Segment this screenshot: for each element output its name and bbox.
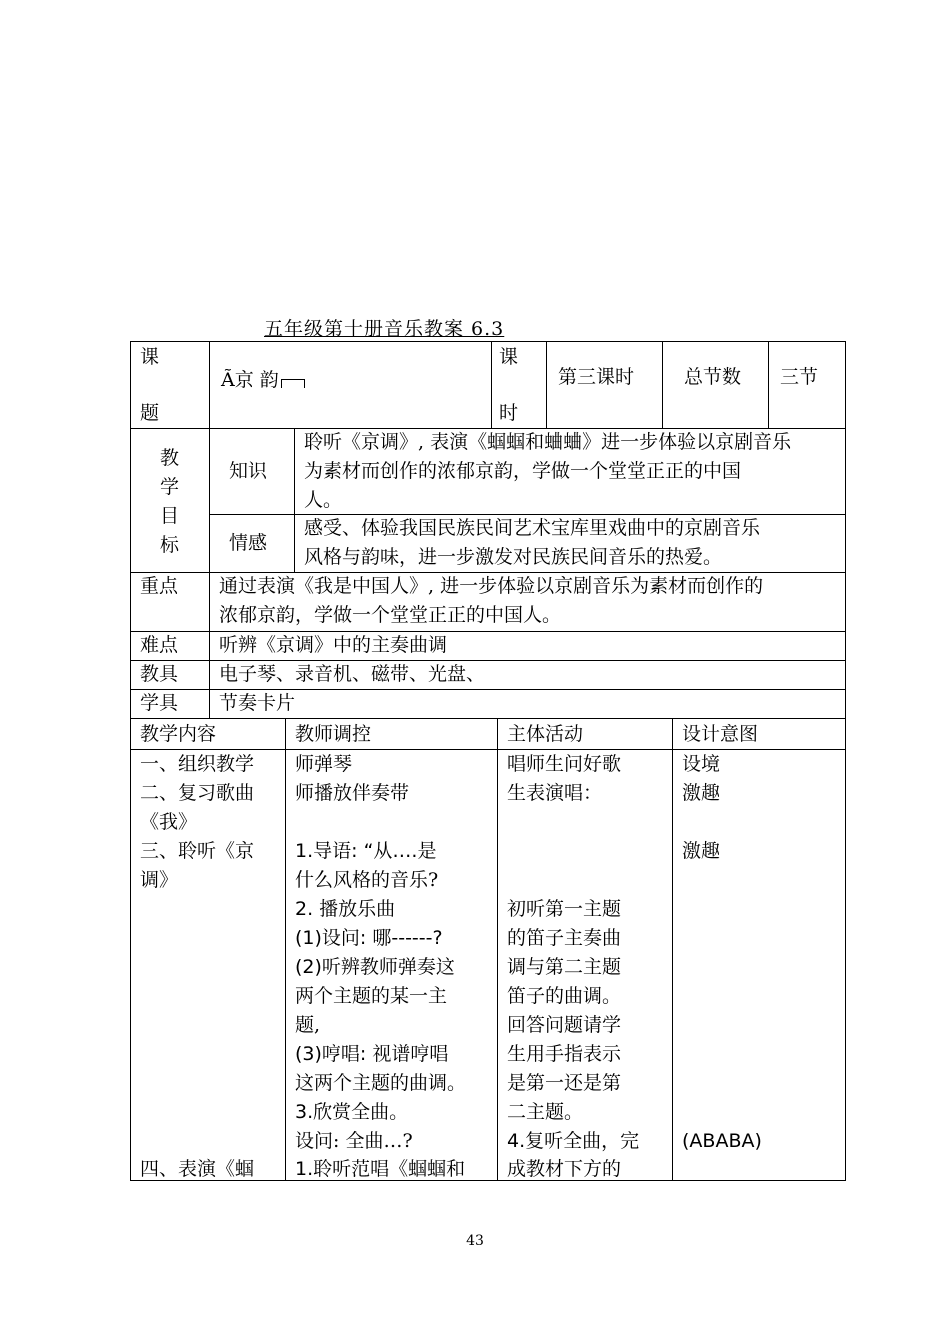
activity-line: 二主题。 bbox=[507, 1101, 584, 1123]
intent-line: 激趣 bbox=[682, 840, 721, 862]
activity-line: 初听第一主题 bbox=[507, 898, 622, 920]
content-line: 调》 bbox=[140, 869, 179, 891]
objectives-label: 目 bbox=[160, 505, 180, 527]
col-divider bbox=[294, 428, 295, 573]
total-value: 三节 bbox=[780, 366, 819, 388]
teaching-aids-label: 教具 bbox=[140, 663, 179, 685]
objectives-label: 标 bbox=[160, 534, 180, 556]
teaching-aids-text: 电子琴、录音机、磁带、光盘、 bbox=[219, 663, 486, 685]
knowledge-text: 聆听《京调》, 表演《蝈蝈和蛐蛐》进一步体验以京剧音乐 bbox=[304, 431, 792, 453]
content-line: 《我》 bbox=[140, 811, 198, 833]
activity-line: 是第一还是第 bbox=[507, 1072, 622, 1094]
column-header: 主体活动 bbox=[507, 723, 584, 745]
table-border-left bbox=[130, 341, 131, 1181]
column-header: 教学内容 bbox=[140, 723, 217, 745]
col-divider bbox=[491, 341, 492, 429]
col-divider bbox=[497, 718, 498, 1181]
emotion-text: 感受、体验我国民族民间艺术宝库里戏曲中的京剧音乐 bbox=[304, 517, 761, 539]
col-divider bbox=[209, 341, 210, 429]
col-divider bbox=[662, 341, 663, 429]
key-point-label: 重点 bbox=[140, 575, 179, 597]
teacher-line: 题, bbox=[295, 1014, 321, 1036]
table-border-top bbox=[130, 341, 846, 342]
key-point-text: 通过表演《我是中国人》, 进一步体验以京剧音乐为素材而创作的 bbox=[219, 575, 764, 597]
lesson-plan-table bbox=[130, 341, 846, 1181]
intent-line: 激趣 bbox=[682, 782, 721, 804]
teacher-line: 两个主题的某一主 bbox=[295, 985, 448, 1007]
col-divider bbox=[285, 718, 286, 1181]
period-label: 时 bbox=[499, 402, 519, 424]
teacher-line: 1.导语: “从….是 bbox=[295, 840, 437, 862]
teacher-line: 师弹琴 bbox=[295, 753, 353, 775]
activity-line: 的笛子主奏曲 bbox=[507, 927, 622, 949]
decorative-bracket bbox=[281, 379, 305, 388]
content-line: 三、聆听《京 bbox=[140, 840, 255, 862]
activity-line: 笛子的曲调。 bbox=[507, 985, 622, 1007]
teacher-line: 这两个主题的曲调。 bbox=[295, 1072, 467, 1094]
difficulty-text: 听辨《京调》中的主奏曲调 bbox=[219, 634, 448, 656]
emotion-label: 情感 bbox=[229, 532, 268, 554]
column-header: 设计意图 bbox=[682, 723, 759, 745]
knowledge-text: 人。 bbox=[304, 489, 343, 511]
lesson-label: 题 bbox=[140, 402, 160, 424]
key-point-text: 浓郁京韵，学做一个堂堂正正的中国人。 bbox=[219, 604, 562, 626]
page-title: 五年级第十册音乐教案 6.3 bbox=[264, 318, 505, 340]
teacher-line: 师播放伴奏带 bbox=[295, 782, 410, 804]
student-aids-label: 学具 bbox=[140, 692, 179, 714]
col-divider bbox=[209, 428, 210, 573]
teacher-line: 2. 播放乐曲 bbox=[295, 898, 396, 920]
activity-line: 生表演唱： bbox=[507, 782, 603, 804]
intent-line: 设境 bbox=[682, 753, 721, 775]
period-value: 第三课时 bbox=[558, 366, 635, 388]
activity-line: 成教材下方的 bbox=[507, 1158, 622, 1180]
column-header: 教师调控 bbox=[295, 723, 372, 745]
content-line: 一、组织教学 bbox=[140, 753, 255, 775]
teacher-line: (1)设问: 哪------? bbox=[295, 927, 443, 949]
objectives-label: 教 bbox=[160, 447, 180, 469]
page-number: 43 bbox=[466, 1233, 484, 1249]
difficulty-label: 难点 bbox=[140, 634, 179, 656]
col-divider bbox=[546, 341, 547, 429]
teacher-line: 设问: 全曲…? bbox=[295, 1130, 413, 1152]
lesson-label: 课 bbox=[140, 346, 160, 368]
row-divider bbox=[130, 718, 846, 719]
teacher-line: 1.聆听范唱《蝈蝈和 bbox=[295, 1158, 466, 1180]
activity-line: 回答问题请学 bbox=[507, 1014, 622, 1036]
objectives-label: 学 bbox=[160, 476, 180, 498]
lesson-title: Ã京 韵 bbox=[221, 366, 305, 395]
student-aids-text: 节奏卡片 bbox=[219, 692, 296, 714]
knowledge-label: 知识 bbox=[229, 460, 268, 482]
col-divider bbox=[768, 341, 769, 429]
teacher-line: (3)哼唱: 视谱哼唱 bbox=[295, 1043, 449, 1065]
emotion-text: 风格与韵味，进一步激发对民族民间音乐的热爱。 bbox=[304, 546, 723, 568]
activity-line: 生用手指表示 bbox=[507, 1043, 622, 1065]
table-border-right bbox=[845, 341, 846, 1181]
teacher-line: 3.欣赏全曲。 bbox=[295, 1101, 409, 1123]
period-label: 课 bbox=[499, 346, 519, 368]
teacher-line: 什么风格的音乐? bbox=[295, 869, 439, 891]
total-label: 总节数 bbox=[684, 366, 742, 388]
intent-line: (ABABA) bbox=[682, 1130, 762, 1152]
content-line: 四、表演《蝈 bbox=[140, 1158, 255, 1180]
activity-line: 唱师生问好歌 bbox=[507, 753, 622, 775]
col-divider bbox=[672, 718, 673, 1181]
activity-line: 4.复听全曲，完 bbox=[507, 1130, 640, 1152]
teacher-line: (2)听辨教师弹奏这 bbox=[295, 956, 455, 978]
content-line: 二、复习歌曲 bbox=[140, 782, 255, 804]
activity-line: 调与第二主题 bbox=[507, 956, 622, 978]
knowledge-text: 为素材而创作的浓郁京韵，学做一个堂堂正正的中国 bbox=[304, 460, 742, 482]
col-divider bbox=[209, 572, 210, 719]
